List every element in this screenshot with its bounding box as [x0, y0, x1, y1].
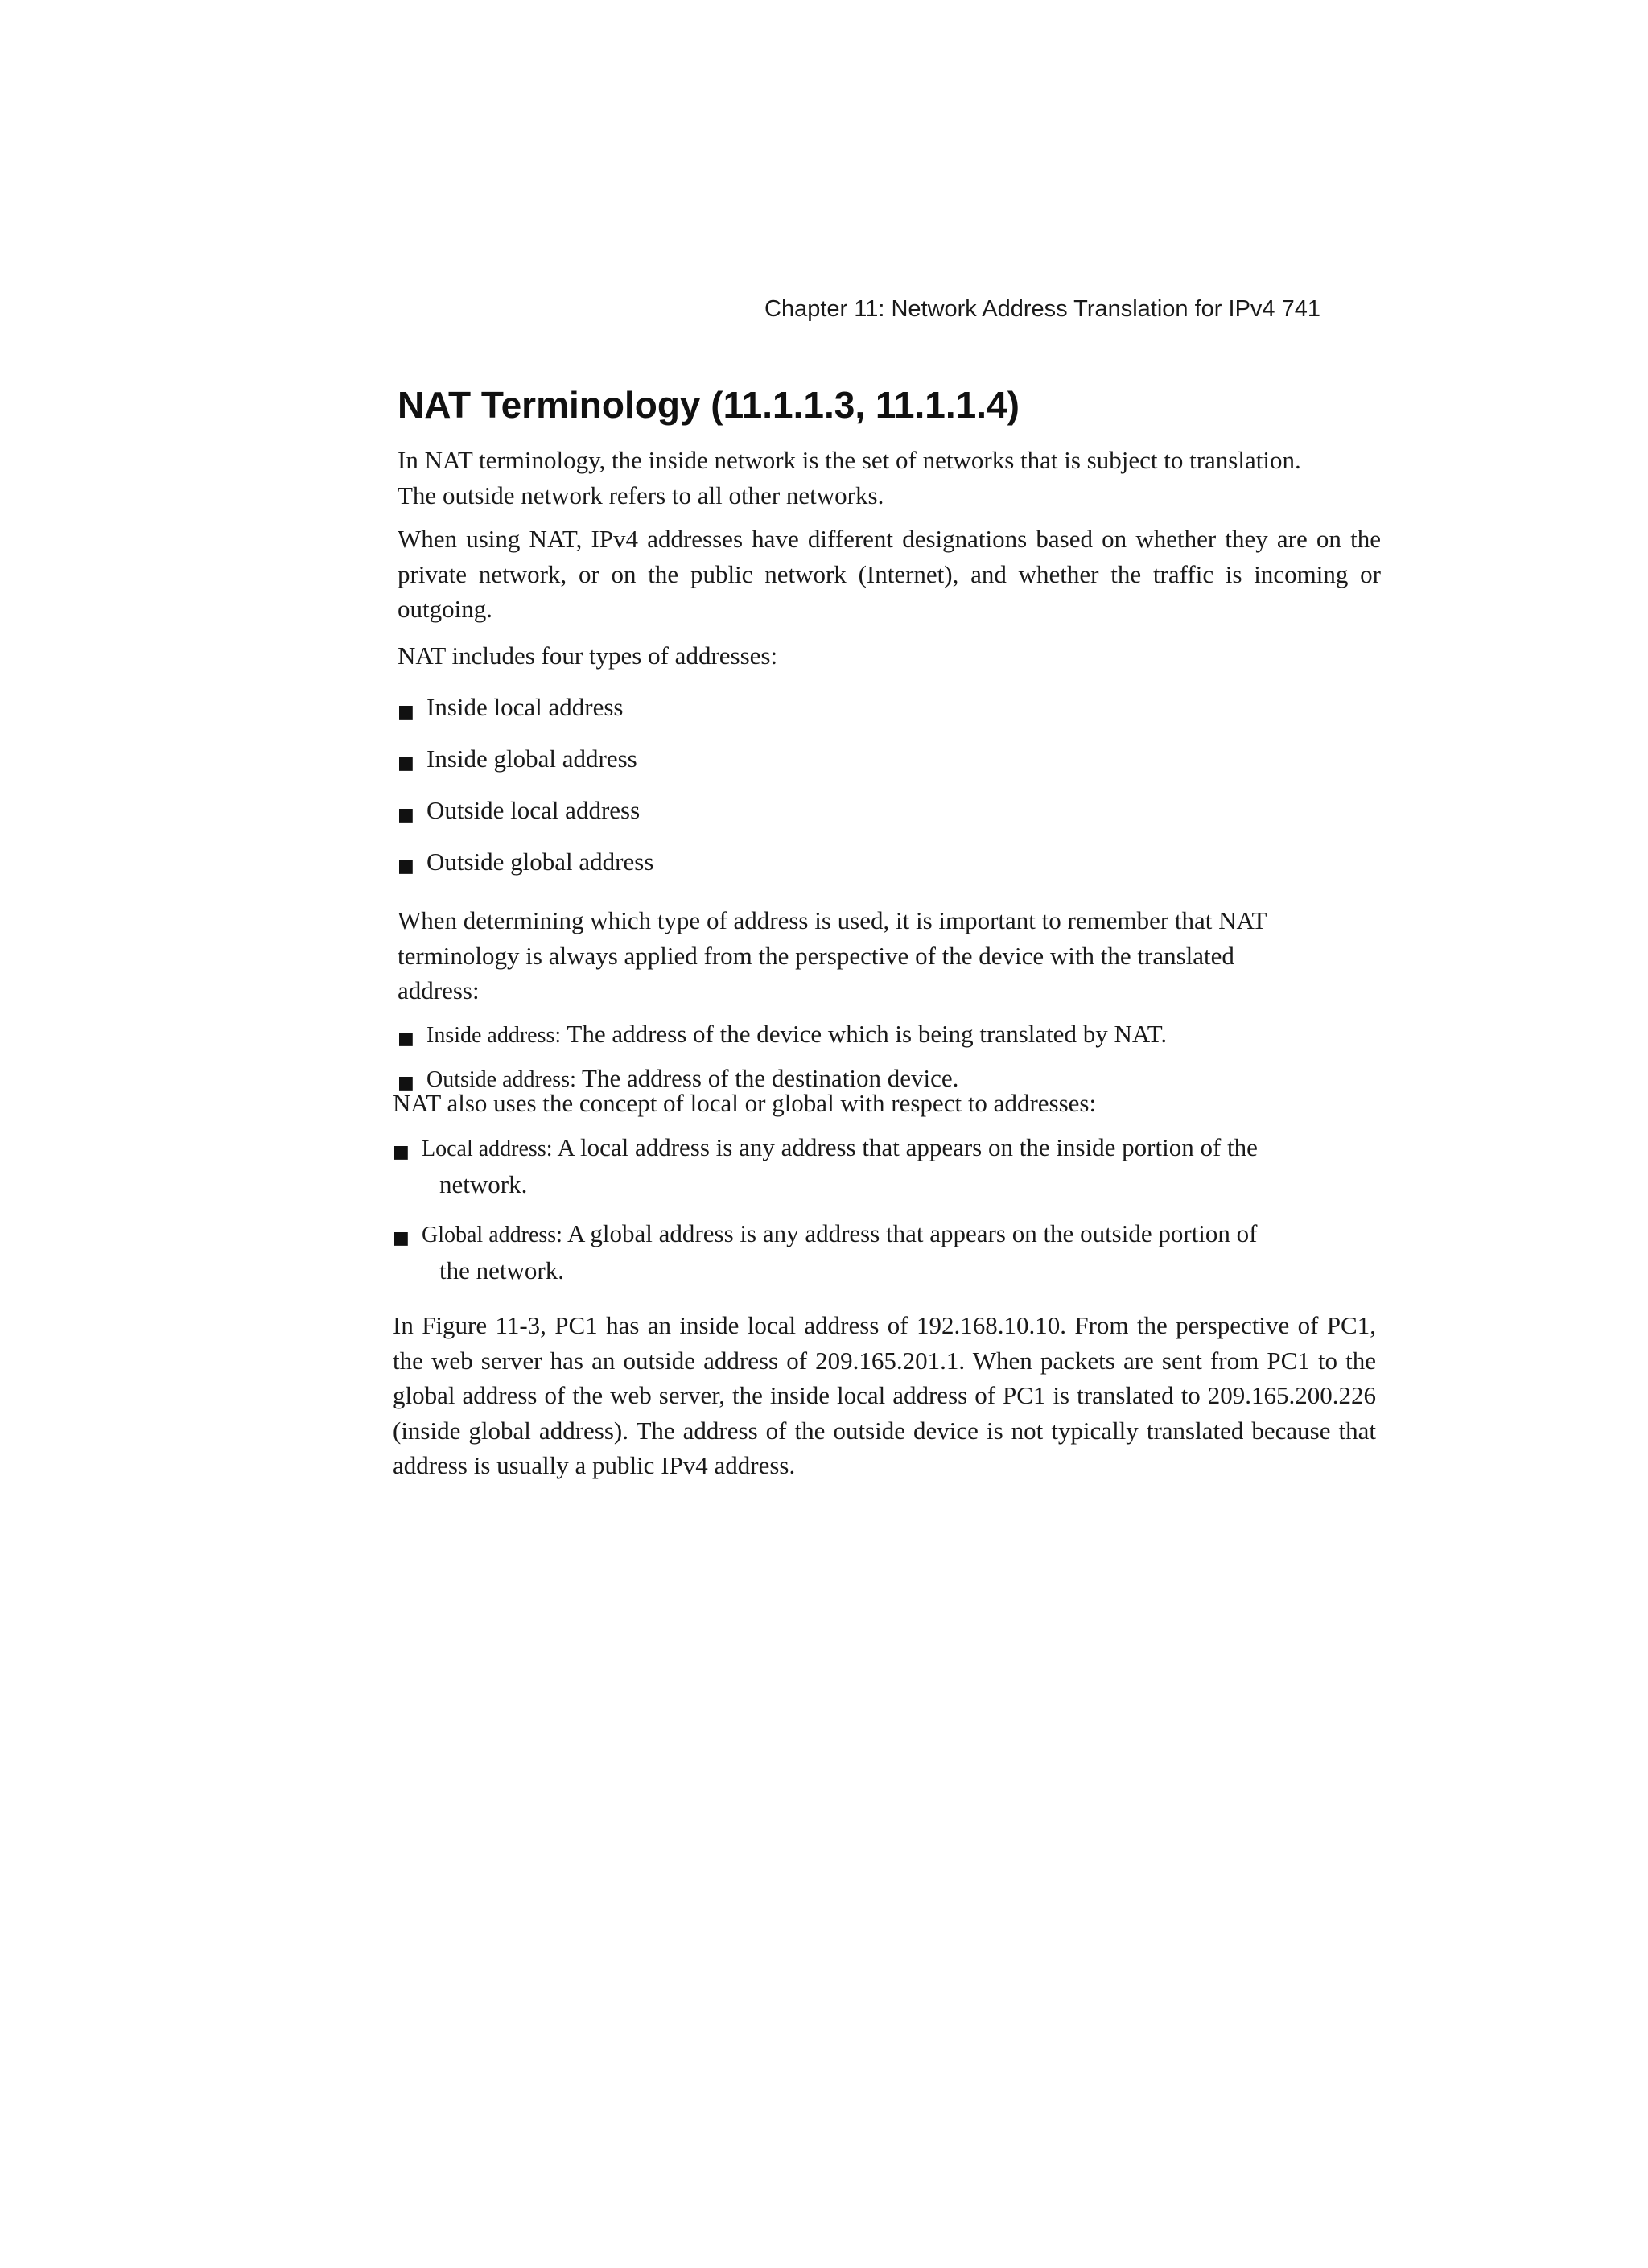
- designations-paragraph: When using NAT, IPv4 addresses have different designations based on whether they are on the private network, or on the public network (Internet), and whether the traffic is incoming or outgoing.: [398, 525, 1381, 623]
- local-global-list: [393, 1130, 1258, 1297]
- section-title: NAT Terminology (11.1.1.3, 11.1.1.4): [398, 384, 1020, 426]
- figure-paragraph: In Figure 11-3, PC1 has an inside local address of 192.168.10.10. From the perspective of PC1, the web server has an outside address of 209.165.201.1. When packets are sent from PC1 to the global address of the web server, the inside local address of PC1 is translated to 209.165.200.226 (inside global address). The address of the outside device is not typically translated because that address is usually a public IPv4 address.: [393, 1311, 1376, 1479]
- address-types-list: [398, 690, 653, 896]
- address-type-label: Inside local address: [426, 693, 624, 721]
- inside-outside-list: [398, 1016, 1168, 1093]
- list-item: [398, 844, 653, 896]
- perspective-line-2: terminology is always applied from the perspective of the device with the translated: [398, 941, 1234, 970]
- perspective-line-1: When determining which type of address is used, it is important to remember that NAT: [398, 906, 1267, 934]
- local-global-intro: NAT also uses the concept of local or global with respect to addresses:: [393, 1089, 1097, 1117]
- inside-address-term: Inside address:: [426, 1023, 562, 1048]
- list-item: [398, 741, 653, 793]
- bullet-icon: ■: [398, 702, 414, 722]
- local-address-definition: A local address is any address that appears on the inside portion of the: [552, 1133, 1258, 1161]
- bullet-icon: ■: [398, 1073, 414, 1093]
- list-item: [398, 1016, 1167, 1061]
- bullet-icon: ■: [398, 856, 414, 876]
- inside-address-definition: The address of the device which is being translated by NAT.: [561, 1020, 1168, 1048]
- address-type-label: Outside local address: [426, 796, 641, 824]
- list-item: [393, 1216, 1258, 1297]
- types-intro: NAT includes four types of addresses:: [398, 641, 778, 670]
- global-address-continuation: the network.: [439, 1256, 564, 1285]
- bullet-icon: ■: [398, 1029, 414, 1049]
- list-item: [398, 690, 653, 741]
- bullet-icon: ■: [398, 753, 414, 773]
- running-head: Chapter 11: Network Address Translation for IPv4 741: [764, 296, 1320, 322]
- list-item: [398, 1061, 1167, 1093]
- intro-line-2: The outside network refers to all other networks.: [398, 480, 884, 509]
- intro-line-1: In NAT terminology, the inside network is the set of networks that is subject to translation.: [398, 446, 1301, 474]
- local-address-continuation: network.: [439, 1169, 528, 1198]
- global-address-term: Global address:: [422, 1223, 562, 1247]
- perspective-paragraph: [398, 903, 1267, 1008]
- outside-address-term: Outside address:: [426, 1067, 576, 1092]
- global-address-definition: A global address is any address that appears on the outside portion of: [562, 1219, 1258, 1247]
- outside-address-definition: The address of the destination device.: [575, 1064, 959, 1092]
- local-address-term: Local address:: [422, 1136, 553, 1161]
- bullet-icon: ■: [393, 1228, 410, 1248]
- bullet-icon: ■: [398, 805, 414, 825]
- list-item: [398, 793, 653, 844]
- bullet-icon: ■: [393, 1142, 410, 1162]
- list-item: [393, 1130, 1258, 1216]
- address-type-label: Inside global address: [426, 744, 637, 773]
- address-type-label: Outside global address: [426, 847, 654, 876]
- intro-paragraph: [398, 443, 1395, 513]
- perspective-line-3: address:: [398, 976, 480, 1004]
